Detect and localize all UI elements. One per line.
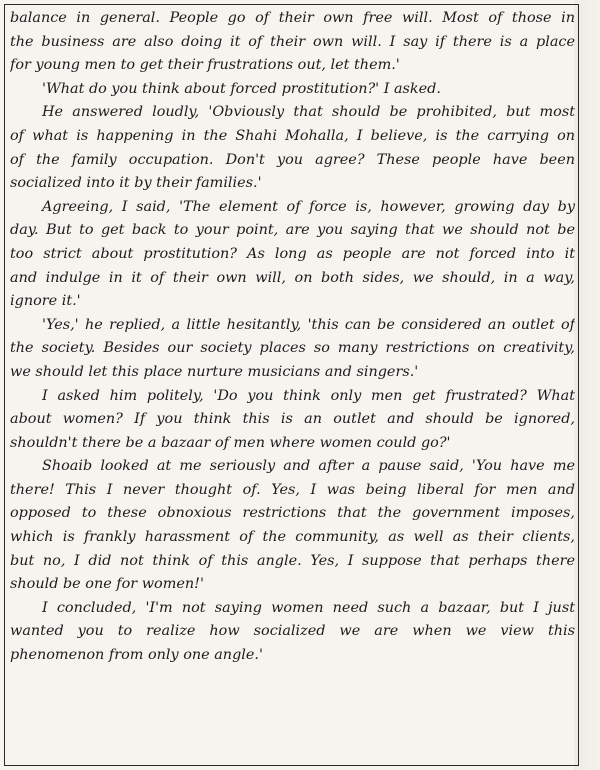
text-line: there! This I never thought of. Yes, I was being liberal for men and xyxy=(10,481,575,498)
text-line: 'What do you think about forced prostitution?' I asked. xyxy=(42,80,441,97)
text-line: I asked him politely, 'Do you think only men get frustrated? What xyxy=(42,387,575,404)
text-line: shouldn't there be a bazaar of men where women could go?' xyxy=(10,434,451,451)
text-line: wanted you to realize how socialized we are when we view this xyxy=(10,623,575,640)
text-line: of the family occupation. Don't you agree? These people have been xyxy=(10,151,575,168)
text-line: Agreeing, I said, 'The element of force is, however, growing day by xyxy=(42,198,575,215)
text-line: and indulge in it of their own will, on both sides, we should, in a way, xyxy=(10,269,575,286)
text-line: opposed to these obnoxious restrictions that the government imposes, xyxy=(10,505,575,522)
text-line: about women? If you think this is an outlet and should be ignored, xyxy=(10,411,575,428)
text-line: which is frankly harassment of the community, as well as their clients, xyxy=(10,529,575,546)
body-text-block xyxy=(10,7,575,668)
text-line: socialized into it by their families.' xyxy=(10,175,262,192)
text-line: the society. Besides our society places so many restrictions on creativity, xyxy=(10,340,575,357)
text-line: balance in general. People go of their own free will. Most of those in xyxy=(10,10,575,26)
text-line: ignore it.' xyxy=(10,293,81,310)
text-line: of what is happening in the Shahi Mohalla, I believe, is the carrying on xyxy=(10,127,575,144)
text-line: the business are also doing it of their own will. I say if there is a place xyxy=(10,33,575,50)
text-line: He answered loudly, 'Obviously that should be prohibited, but most xyxy=(42,104,575,121)
text-line: phenomenon from only one angle.' xyxy=(10,647,263,664)
text-line: day. But to get back to your point, are you saying that we should not be xyxy=(10,222,575,239)
text-line: I concluded, 'I'm not saying women need such a bazaar, but I just xyxy=(42,599,575,616)
text-line: we should let this place nurture musicians and singers.' xyxy=(10,363,419,380)
text-line: 'Yes,' he replied, a little hesitantly, 'this can be considered an outlet of xyxy=(42,316,575,333)
text-line: but no, I did not think of this angle. Yes, I suppose that perhaps there xyxy=(10,552,575,569)
text-line: should be one for women!' xyxy=(10,576,204,593)
text-line: too strict about prostitution? As long as people are not forced into it xyxy=(10,245,575,262)
text-line: Shoaib looked at me seriously and after a pause said, 'You have me xyxy=(42,458,575,475)
text-line: for young men to get their frustrations out, let them.' xyxy=(10,57,400,74)
